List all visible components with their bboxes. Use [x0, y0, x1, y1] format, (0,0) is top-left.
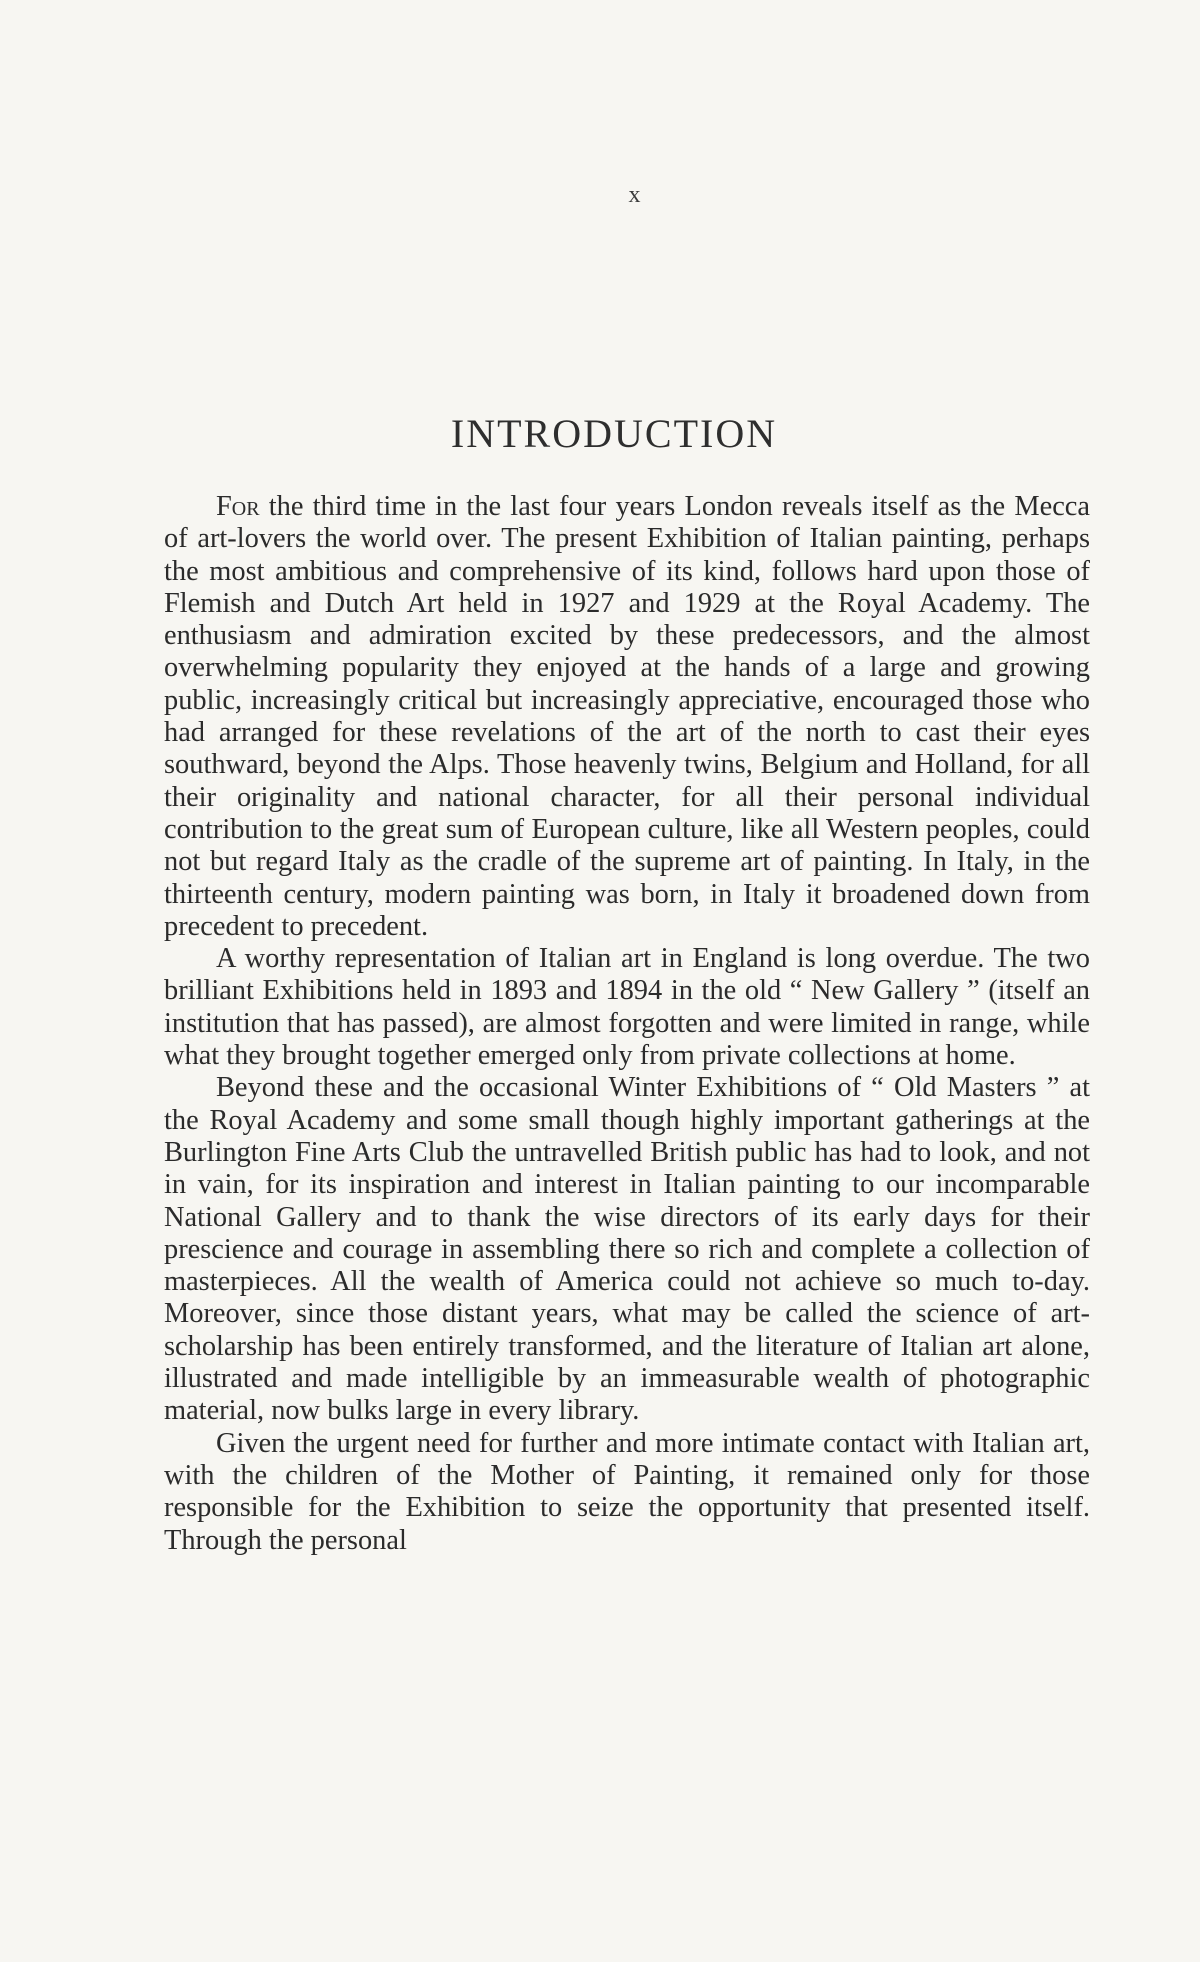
text-body [164, 491, 1090, 1557]
paragraph-text: the third time in the last four years London reveals itself as the Mecca of art-lovers the world over. The present Exhibition of Italian painting, perhaps the most ambitious and comprehensive of its kind, follows hard upon those of Flemish and Dutch Art held in 1927 and 1929 at the Royal Academy. The enthusiasm and admiration excited by these predecessors, and the almost overwhelming popularity they enjoyed at the hands of a large and growing public, increasingly critical but increasingly appreciative, encouraged those who had arranged for these revelations of the art of the north to cast their eyes southward, beyond the Alps. Those heavenly twins, Belgium and Holland, for all their originality and national character, for all their personal individual contribution to the great sum of European culture, like all Western peoples, could not but regard Italy as the cradle of the supreme art of painting. In Italy, in the thirteenth century, modern painting was born, in Italy it broadened down from precedent to precedent. [164, 491, 1090, 942]
paragraph [164, 1428, 1090, 1557]
paragraph-text: Given the urgent need for further and more intimate contact with Italian art, with the children of the Mother of Painting, it remained only for those responsible for the Exhibition to seize the opportunity that presented itself. Through the personal [164, 1427, 1090, 1556]
page-number: x [628, 182, 642, 208]
paragraph [164, 1072, 1090, 1427]
paragraph-text: Beyond these and the occasional Winter Exhibitions of “ Old Masters ” at the Royal Academy and some small though highly important gatherings at the Burlington Fine Arts Club the untravelled British public has had to look, and not in vain, for its inspiration and interest in Italian painting to our incomparable National Gallery and to thank the wise directors of its early days for their prescience and courage in assembling there so rich and complete a collection of masterpieces. All the wealth of America could not achieve so much to-day. Moreover, since those distant years, what may be called the science of art-scholarship has been entirely transformed, and the literature of Italian art alone, illustrated and made intelligible by an immeasurable wealth of photographic material, now bulks large in every library. [164, 1072, 1090, 1427]
paragraph [164, 491, 1090, 943]
drop-lead-word: For [216, 491, 260, 522]
page-title: INTRODUCTION [450, 411, 778, 456]
paragraph-text: A worthy representation of Italian art in England is long overdue. The two brilliant Exhibitions held in 1893 and 1894 in the old “ New Gallery ” (itself an institution that has passed), are almost forgotten and were limited in range, while what they brought together emerged only from private collections at home. [164, 943, 1090, 1072]
paragraph [164, 943, 1090, 1072]
